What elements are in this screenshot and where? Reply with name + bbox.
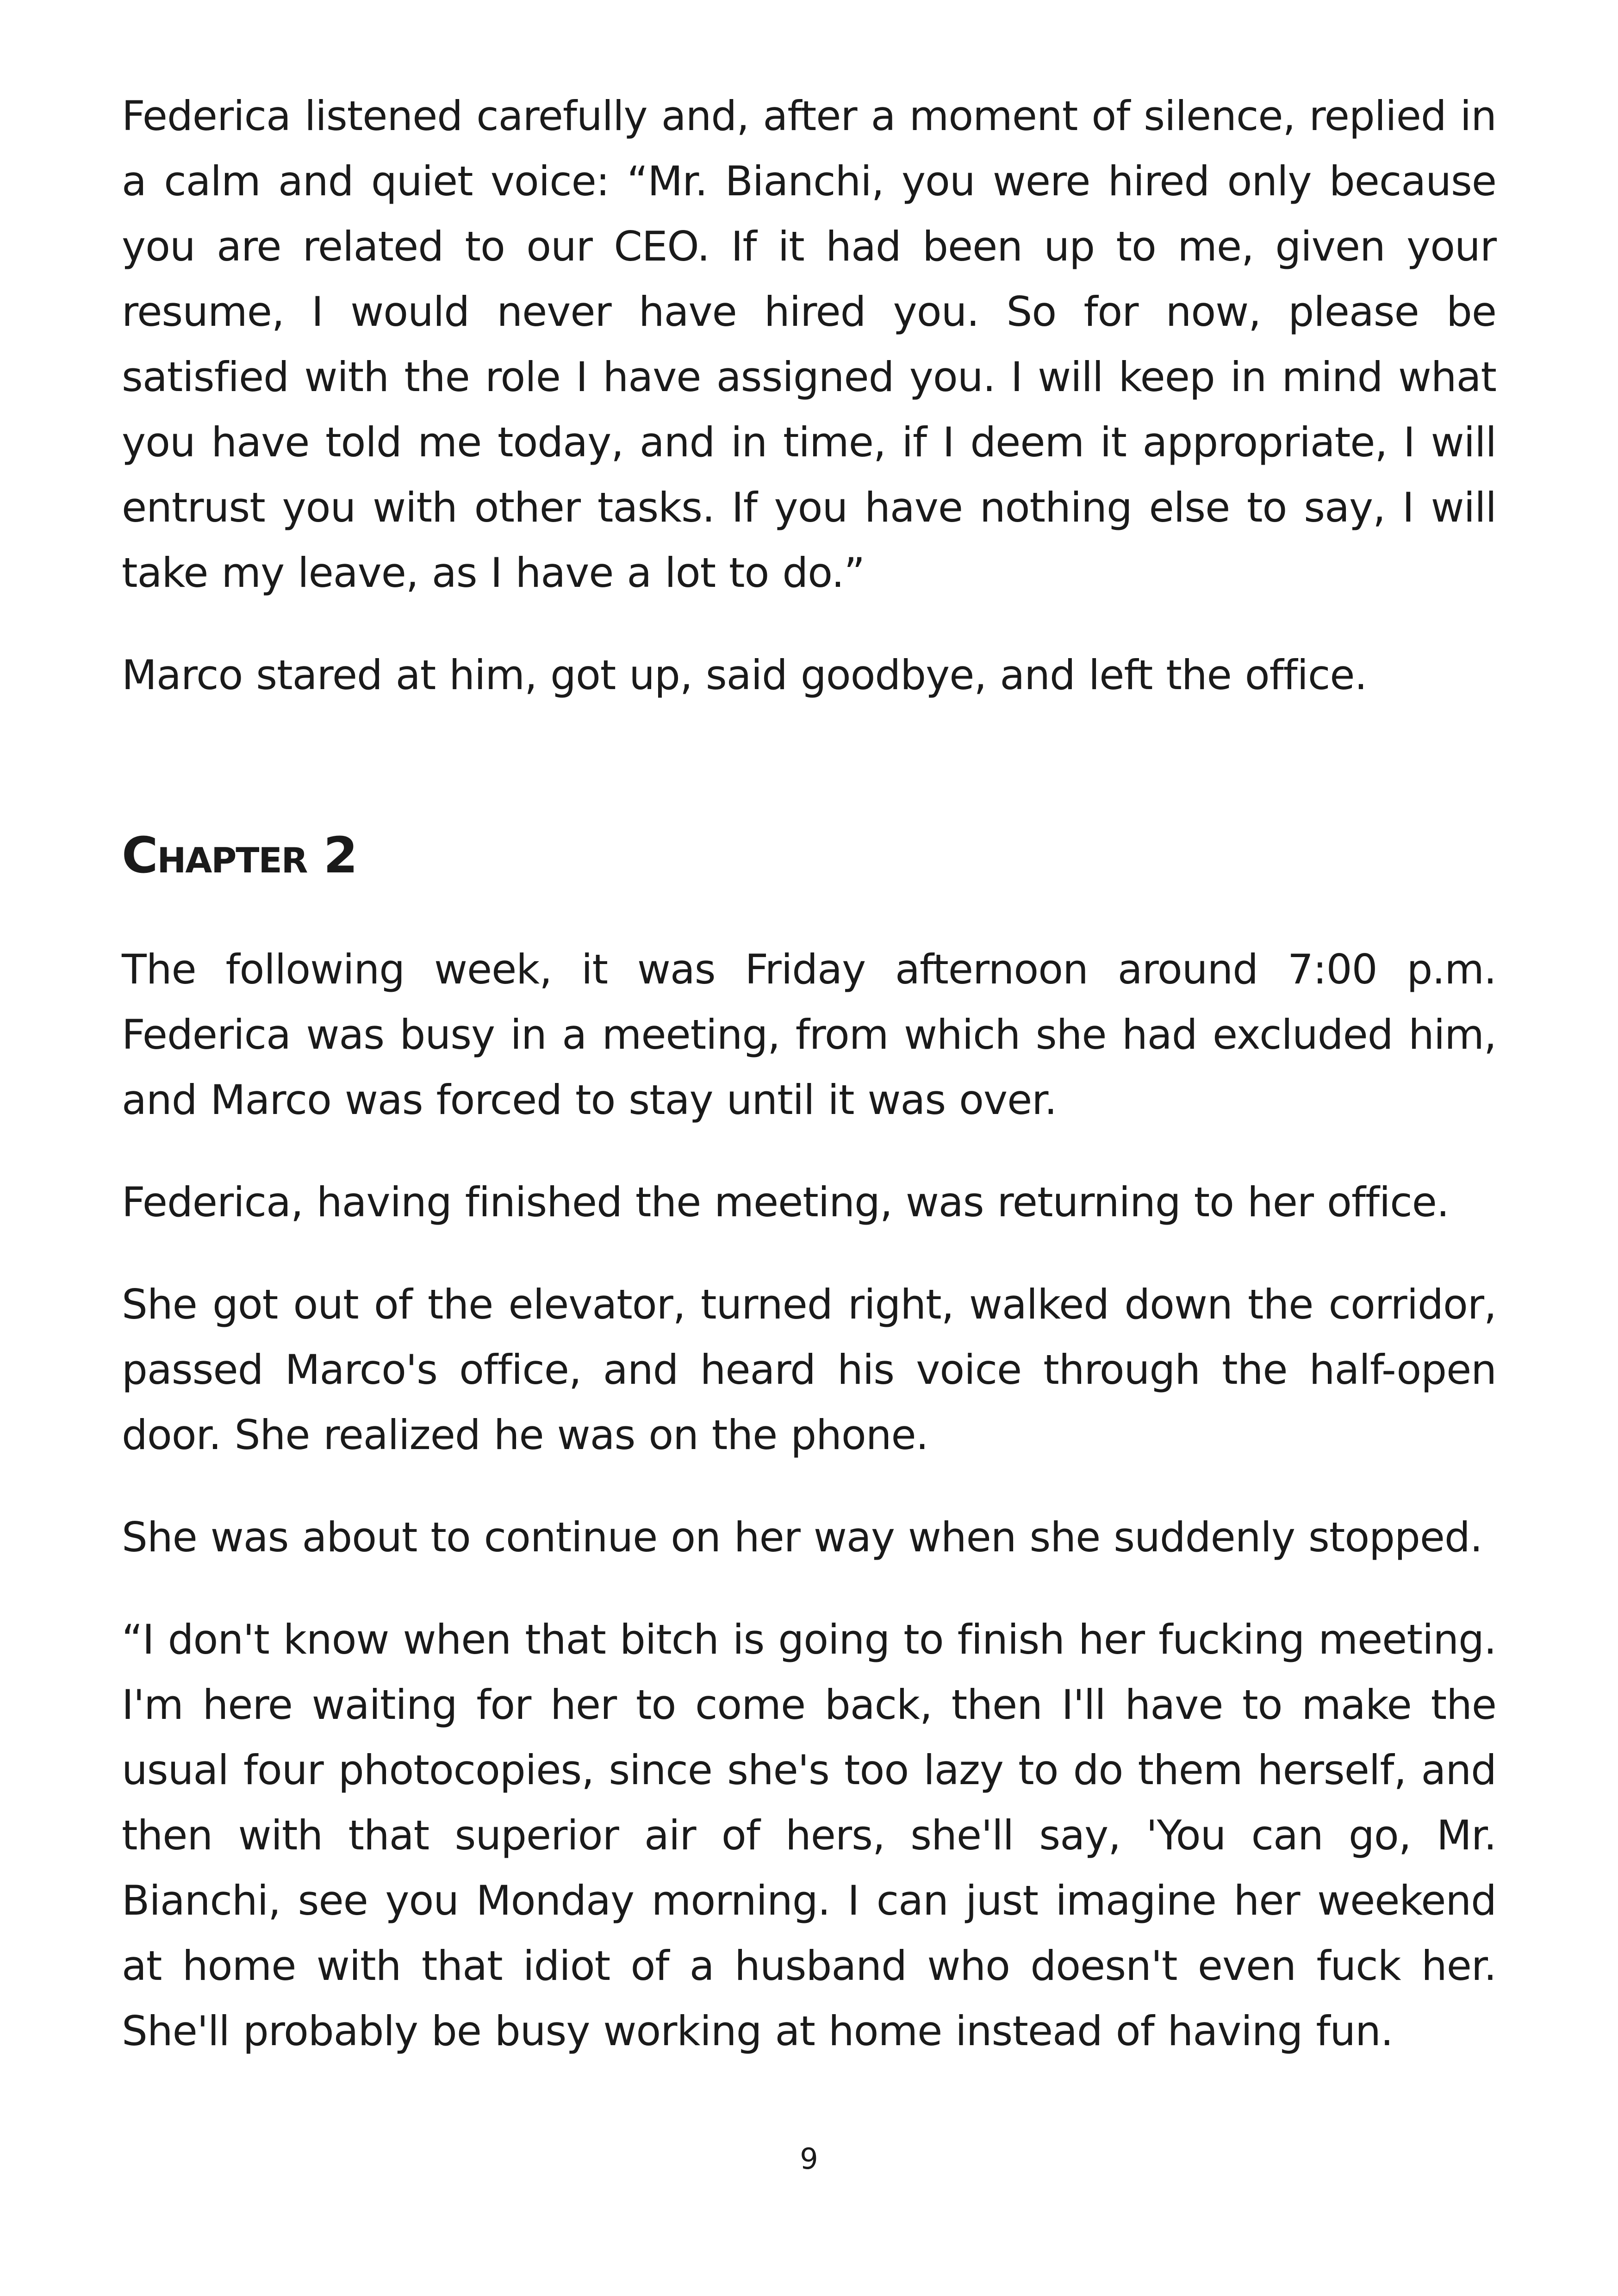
chapter-title: Chapter 2 xyxy=(122,827,357,884)
paragraph-stopped: She was about to continue on her way when she suddenly stopped. xyxy=(122,1513,1482,1561)
page-content xyxy=(122,83,1496,2101)
paragraph-federica-returning: Federica, having finished the meeting, was returning to her office. xyxy=(122,1178,1449,1226)
paragraph-chapter-intro: The following week, it was Friday afternoon around 7:00 p.m. Federica was busy in a meeting, from which she had excluded him, and Marco was forced to stay until it was over. xyxy=(122,946,1496,1124)
page-number: 9 xyxy=(800,2142,818,2176)
paragraph-elevator: She got out of the elevator, turned right, walked down the corridor, passed Marco's office, and heard his voice through the half-open door. She realized he was on the phone. xyxy=(122,1281,1496,1459)
paragraph-marco-leaves: Marco stared at him, got up, said goodbye, and left the office. xyxy=(122,651,1367,699)
paragraph-federica-reply: Federica listened carefully and, after a moment of silence, replied in a calm and quiet voice: “Mr. Bianchi, you were hired only because you are related to our CEO. If it had been up to me, given your resume, I would never have hired you. So for now, please be satisfied with the role I have assigned you. I will keep in mind what you have told me today, and in time, if I deem it appropriate, I will entrust you with other tasks. If you have nothing else to say, I will take my leave, as I have a lot to do.” xyxy=(122,92,1496,597)
paragraph-phone-quote: “I don't know when that bitch is going to finish her fucking meeting. I'm here waiting for her to come back, then I'll have to make the usual four photocopies, since she's too lazy to do them herself, and then with that superior air of hers, she'll say, 'You can go, Mr. Bianchi, see you Monday morning. I can just imagine her weekend at home with that idiot of a husband who doesn't even fuck her. She'll probably be busy working at home instead of having fun. xyxy=(122,1616,1496,2055)
